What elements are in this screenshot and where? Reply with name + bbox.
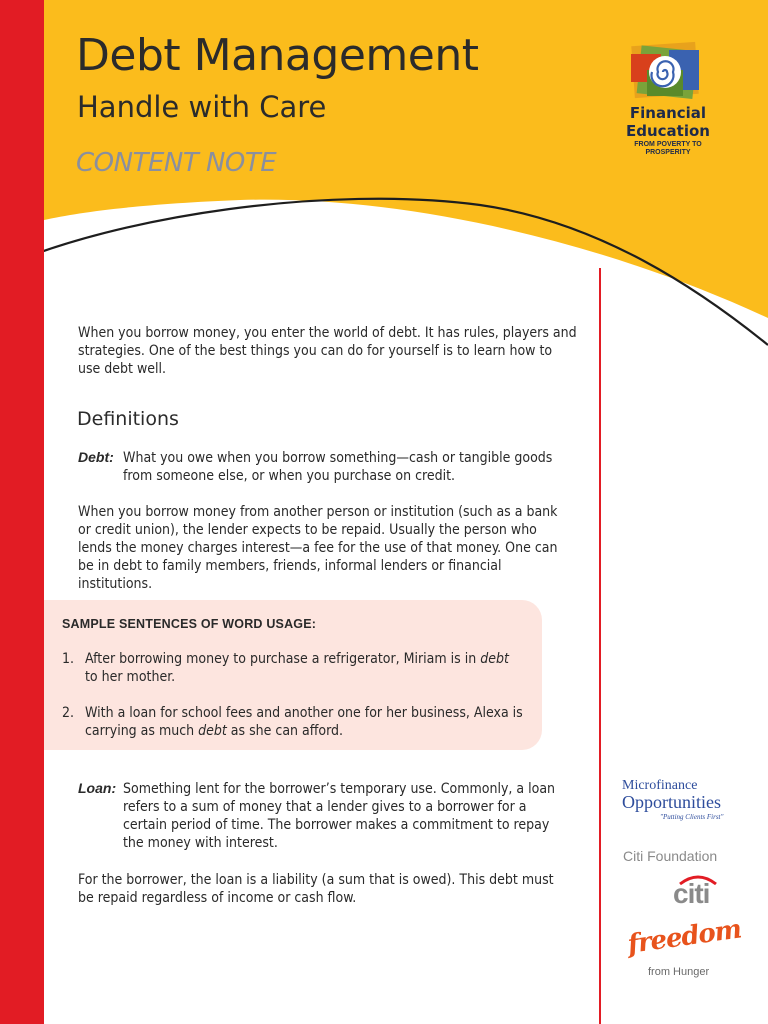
debt-paragraph: When you borrow money from another person or institution (such as a bank or credit union), the lender expects to be repaid. Usually the person who lends the money charges interest—a fee for the use of that money. One can be in debt to family members, friends, informal lenders or financial institutions. [78, 504, 558, 592]
microfinance-opportunities-logo [622, 778, 742, 821]
citi-wordmark: citi [673, 878, 710, 909]
citi-foundation-label: Citi Foundation [623, 848, 718, 864]
content-note-label: CONTENT NOTE [76, 148, 277, 178]
column-divider [599, 268, 601, 1024]
sample-text-after: as she can afford. [226, 723, 344, 739]
left-accent-bar [0, 0, 44, 1024]
freedom-from-hunger-logo [625, 914, 743, 990]
intro-paragraph: When you borrow money, you enter the world of debt. It has rules, players and strategies. One of the best things you can do for yourself is to learn how to use debt well. [78, 325, 577, 377]
debt-definition: What you owe when you borrow something—cash or tangible goods from someone else, or when you purchase on credit. [123, 450, 553, 484]
brand-line1: Financial [629, 104, 707, 122]
freedom-script: freedom [625, 914, 743, 960]
sample-text-before: With a loan for school fees and another one for her business, Alexa is carrying as much [85, 705, 523, 739]
mo-line2: Opportunities [622, 792, 721, 812]
brand-tagline: FROM POVERTY TO PROSPERITY [634, 141, 702, 156]
debt-term: Debt: [78, 449, 114, 465]
sample-text-before: After borrowing money to purchase a refrigerator, Miriam is in [85, 651, 481, 667]
sample-number: 2. [62, 705, 75, 721]
sample-emphasis: debt [480, 651, 509, 667]
sample-number: 1. [62, 651, 75, 667]
sample-sentences-heading: SAMPLE SENTENCES OF WORD USAGE: [62, 617, 317, 631]
brand-line2: Education [626, 122, 710, 140]
mo-line1: Microfinance [622, 778, 698, 793]
mo-tagline: "Putting Clients First" [660, 813, 724, 821]
page-subtitle: Handle with Care [77, 90, 327, 124]
spiral-logo-icon [625, 40, 707, 112]
sample-text [85, 650, 525, 686]
financial-education-logo [618, 40, 718, 170]
from-hunger-text: from Hunger [648, 966, 710, 978]
page-title: Debt Management [76, 30, 479, 81]
sample-text-after: to her mother. [85, 669, 176, 685]
sample-emphasis: debt [198, 723, 227, 739]
citi-logo [670, 872, 720, 908]
loan-paragraph: For the borrower, the loan is a liability (a sum that is owed). This debt must be repaid regardless of income or cash flow. [78, 872, 554, 906]
definitions-heading: Definitions [77, 408, 179, 430]
sample-text [85, 704, 525, 740]
loan-definition: Something lent for the borrower’s temporary use. Commonly, a loan refers to a sum of money that a lender gives to a borrower for a certain period of time. The borrower makes a commitment to repay the money with interest. [123, 781, 556, 851]
loan-term: Loan: [78, 780, 117, 796]
